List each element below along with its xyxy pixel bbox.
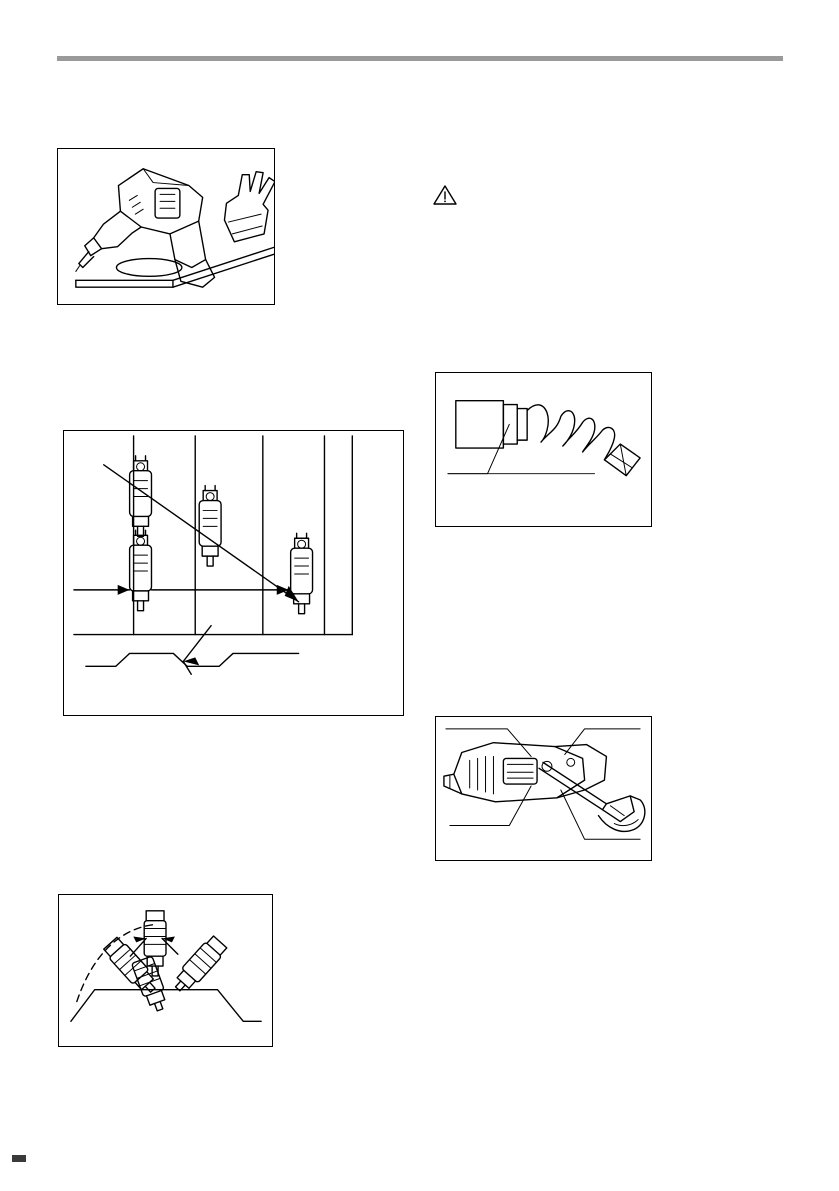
figure-wall-stud-drilling [63,430,404,716]
figure-angle-drilling [58,894,273,1047]
figure-flexible-shaft-attachment [435,372,652,527]
page-crop-mark [12,1155,26,1162]
figure-drill-and-gloves [57,148,275,305]
header-rule [57,56,783,61]
figure-tool-adjustment-screwdriver [435,716,652,861]
warning-triangle-icon [432,183,458,207]
